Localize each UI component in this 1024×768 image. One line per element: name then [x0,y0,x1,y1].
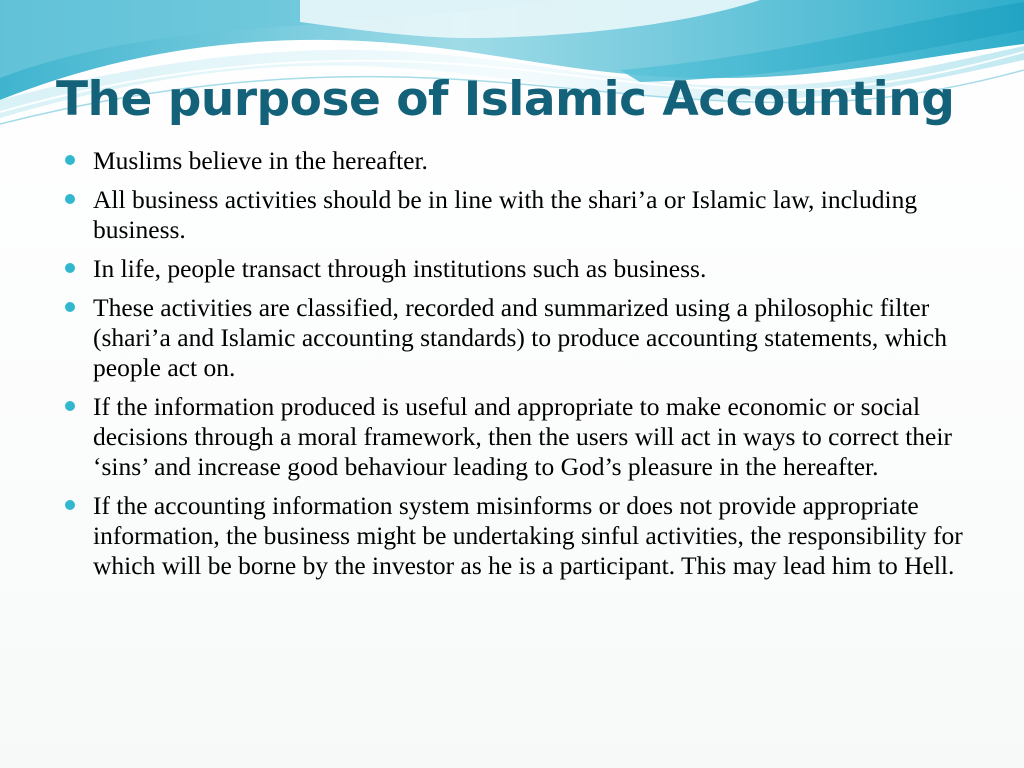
bullet-text: If the accounting information system misinforms or does not provide appropriate information, the business might be undertaking sinful activities, the responsibility for which will be borne by the investor as he is a participant. This may lead him to Hell. [93,491,963,580]
bullet-text: In life, people transact through institutions such as business. [93,254,707,283]
bullet-icon [65,263,75,273]
bullet-icon [65,401,75,411]
bullet-item [62,254,972,284]
bullet-list [62,146,972,590]
bullet-item [62,293,972,383]
bullet-icon [65,500,75,510]
bullet-icon [65,194,75,204]
bullet-text: Muslims believe in the hereafter. [93,146,428,175]
bullet-text: All business activities should be in line with the shari’a or Islamic law, including business. [93,185,918,244]
bullet-icon [65,302,75,312]
bullet-text: These activities are classified, recorded and summarized using a philosophic filter (shari’a and Islamic accounting standards) to produce accounting statements, which people act on. [93,293,947,382]
bullet-item [62,392,972,482]
slide-title: The purpose of Islamic Accounting [56,72,955,127]
bullet-item [62,146,972,176]
bullet-icon [65,155,75,165]
bullet-text: If the information produced is useful and appropriate to make economic or social decisions through a moral framework, then the users will act in ways to correct their ‘sins’ and increase good behaviour leading to God’s pleasure in the hereafter. [93,392,952,481]
bullet-item [62,185,972,245]
bullet-item [62,491,972,581]
